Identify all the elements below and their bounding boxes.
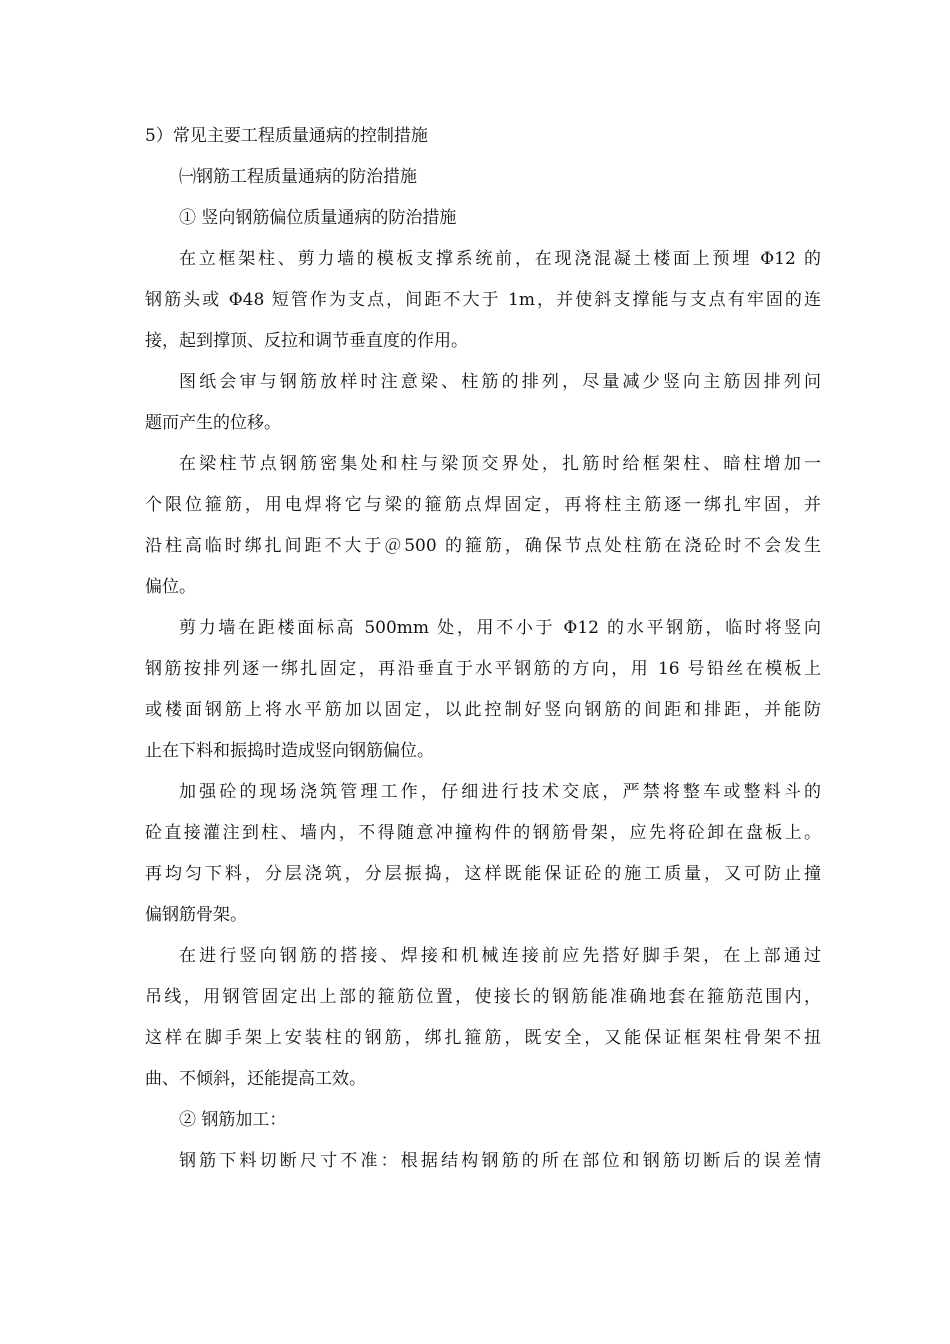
text-line: 曲、不倾斜，还能提高工效。 [145,1069,366,1089]
text-line: 这样在脚手架上安装柱的钢筋，绑扎箍筋，既安全，又能保证框架柱骨架不扭 [145,1028,821,1048]
text-line: 钢筋按排列逐一绑扎固定，再沿垂直于水平钢筋的方向，用 16 号铅丝在模板上 [145,659,821,679]
text-line: 在进行竖向钢筋的搭接、焊接和机械连接前应先搭好脚手架，在上部通过 [179,946,821,966]
text-line: 吊线，用钢管固定出上部的箍筋位置，使接长的钢筋能准确地套在箍筋范围内， [145,987,821,1007]
text-line: 剪力墙在距楼面标高 500mm 处，用不小于 Φ12 的水平钢筋，临时将竖向 [179,618,821,638]
text-line: 沿柱高临时绑扎间距不大于＠500 的箍筋，确保节点处柱筋在浇砼时不会发生 [145,536,821,556]
text-line: 止在下料和振捣时造成竖向钢筋偏位。 [145,741,434,761]
text-line: 再均匀下料，分层浇筑，分层振捣，这样既能保证砼的施工质量，又可防止撞 [145,864,821,884]
text-line: 个限位箍筋，用电焊将它与梁的箍筋点焊固定，再将柱主筋逐一绑扎牢固，并 [145,495,821,515]
text-line: 接，起到撑顶、反拉和调节垂直度的作用。 [145,331,468,351]
text-line: 砼直接灌注到柱、墙内，不得随意冲撞构件的钢筋骨架，应先将砼卸在盘板上。 [145,823,821,843]
text-line: 5）常见主要工程质量通病的控制措施 [145,126,428,146]
text-line: ① 竖向钢筋偏位质量通病的防治措施 [179,208,457,228]
text-line: 偏钢筋骨架。 [145,905,247,925]
text-line: 钢筋下料切断尺寸不准：根据结构钢筋的所在部位和钢筋切断后的误差情 [179,1151,821,1171]
text-line: 钢筋头或 Φ48 短管作为支点，间距不大于 1m，并使斜支撑能与支点有牢固的连 [145,290,821,310]
text-line: 偏位。 [145,577,196,597]
text-line: 图纸会审与钢筋放样时注意梁、柱筋的排列，尽量减少竖向主筋因排列问 [179,372,821,392]
text-line: ② 钢筋加工： [179,1110,287,1130]
text-line: 加强砼的现场浇筑管理工作，仔细进行技术交底，严禁将整车或整料斗的 [179,782,821,802]
text-line: 在梁柱节点钢筋密集处和柱与梁顶交界处，扎筋时给框架柱、暗柱增加一 [179,454,821,474]
text-line: ㈠钢筋工程质量通病的防治措施 [179,167,417,187]
text-line: 或楼面钢筋上将水平筋加以固定，以此控制好竖向钢筋的间距和排距，并能防 [145,700,821,720]
text-line: 题而产生的位移。 [145,413,281,433]
document-body [145,116,821,1182]
text-line: 在立框架柱、剪力墙的模板支撑系统前，在现浇混凝土楼面上预埋 Φ12 的 [179,249,821,269]
